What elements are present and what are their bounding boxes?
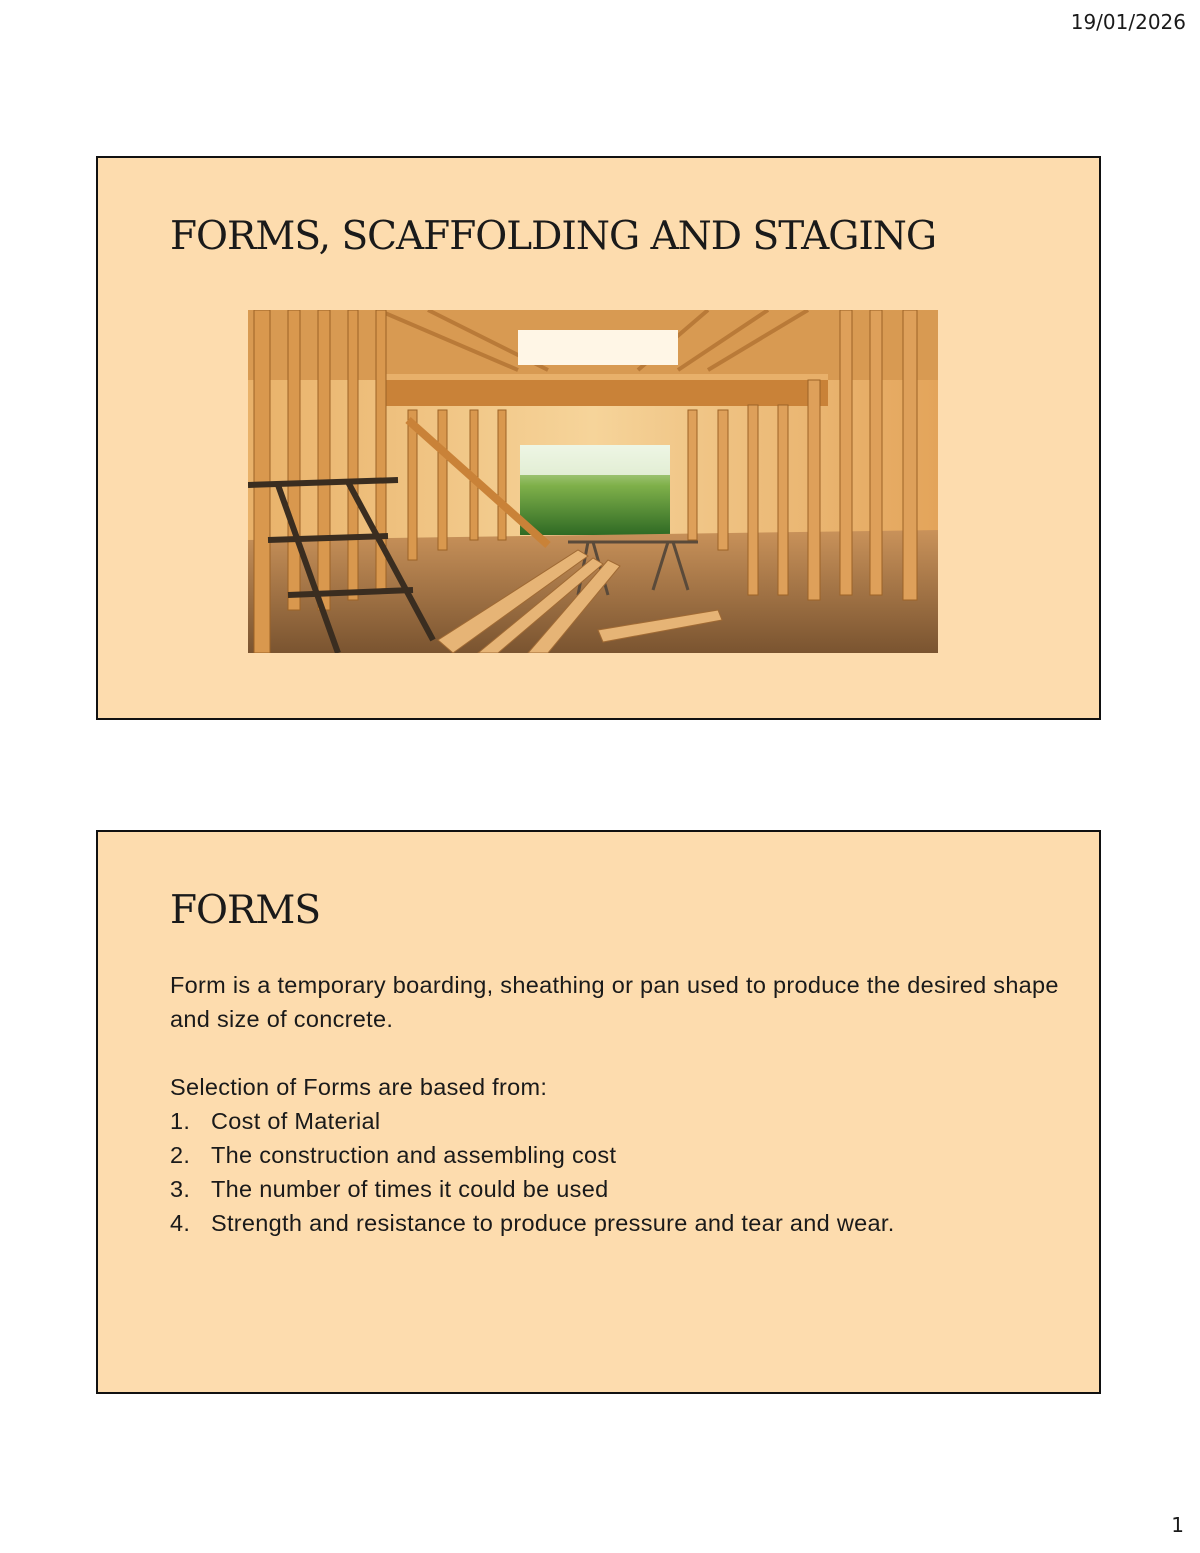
list-item-number: 2. xyxy=(170,1142,191,1168)
list-item xyxy=(170,1206,1070,1240)
list-item-text: The construction and assembling cost xyxy=(211,1142,617,1168)
list-item-text: Cost of Material xyxy=(211,1108,381,1134)
list-item-text: The number of times it could be used xyxy=(211,1176,609,1202)
selection-intro: Selection of Forms are based from: xyxy=(170,1074,548,1100)
list-item-number: 3. xyxy=(170,1176,191,1202)
print-date: 19/01/2026 xyxy=(1070,10,1186,34)
forms-definition: Form is a temporary boarding, sheathing or pan used to produce the desired shape and size of concrete. xyxy=(170,972,1059,1032)
page-number: 1 xyxy=(1171,1513,1184,1537)
slide-2 xyxy=(96,830,1101,1394)
construction-framing-photo xyxy=(248,310,938,653)
slide-1 xyxy=(96,156,1101,720)
slide-1-title: FORMS, SCAFFOLDING AND STAGING xyxy=(170,214,937,259)
list-item-text: Strength and resistance to produce pressure and tear and wear. xyxy=(211,1210,895,1236)
list-item xyxy=(170,1138,1070,1172)
list-item-number: 1. xyxy=(170,1108,191,1134)
list-item xyxy=(170,1172,1070,1206)
list-item xyxy=(170,1104,1070,1138)
list-item-number: 4. xyxy=(170,1210,191,1236)
slide-2-body xyxy=(170,968,1070,1240)
selection-criteria-list xyxy=(170,1104,1070,1240)
slide-2-title: FORMS xyxy=(170,888,321,933)
